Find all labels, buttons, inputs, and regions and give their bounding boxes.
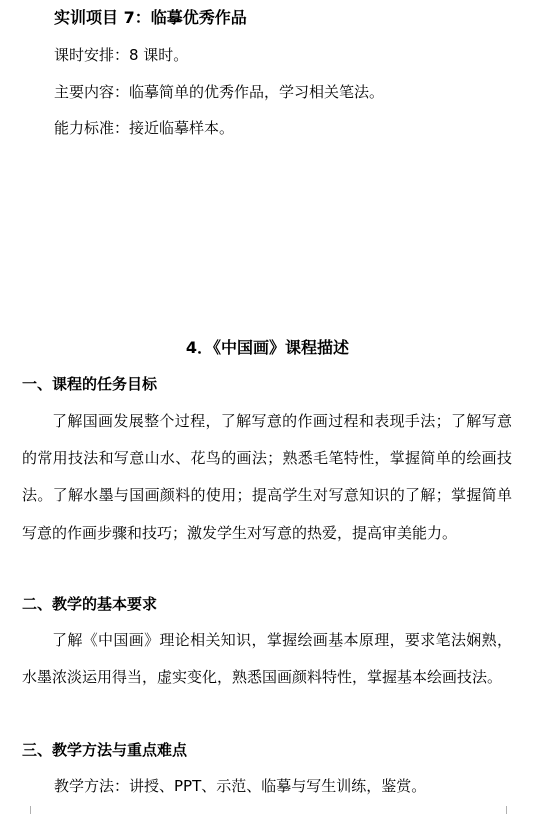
section-3-title: 三、教学方法与重点难点 (22, 741, 188, 759)
section-1-title: 一、课程的任务目标 (22, 375, 158, 393)
project-content: 主要内容：临摹简单的优秀作品，学习相关笔法。 (54, 83, 385, 101)
section-2-title: 二、教学的基本要求 (22, 595, 158, 613)
section-1-body: 了解国画发展整个过程，了解写意的作画过程和表现手法；了解写意的常用技法和写意山水、花鸟的画法；熟悉毛笔特性，掌握简单的绘画技法。了解水墨与国画颜料的使用；提高学生对写意知识的了解；掌握简单写意的作画步骤和技巧；激发学生对写意的热爱，提高审美能力。 (22, 412, 512, 542)
project-title: 实训项目 7：临摹优秀作品 (54, 8, 247, 27)
course-heading: 4．《中国画》课程描述 (185, 338, 350, 357)
project-hours: 课时安排：8 课时。 (54, 46, 189, 64)
section-3-methods: 教学方法：讲授、PPT、示范、临摹与写生训练，鉴赏。 (54, 777, 427, 795)
page-corner-mark-left (22, 806, 31, 814)
project-standard: 能力标准：接近临摹样本。 (54, 119, 235, 137)
section-2-body: 了解《中国画》理论相关知识，掌握绘画基本原理，要求笔法娴熟，水墨浓淡运用得当，虚实变化，熟悉国画颜料特性，掌握基本绘画技法。 (22, 631, 512, 687)
page-corner-mark-right (506, 806, 515, 814)
